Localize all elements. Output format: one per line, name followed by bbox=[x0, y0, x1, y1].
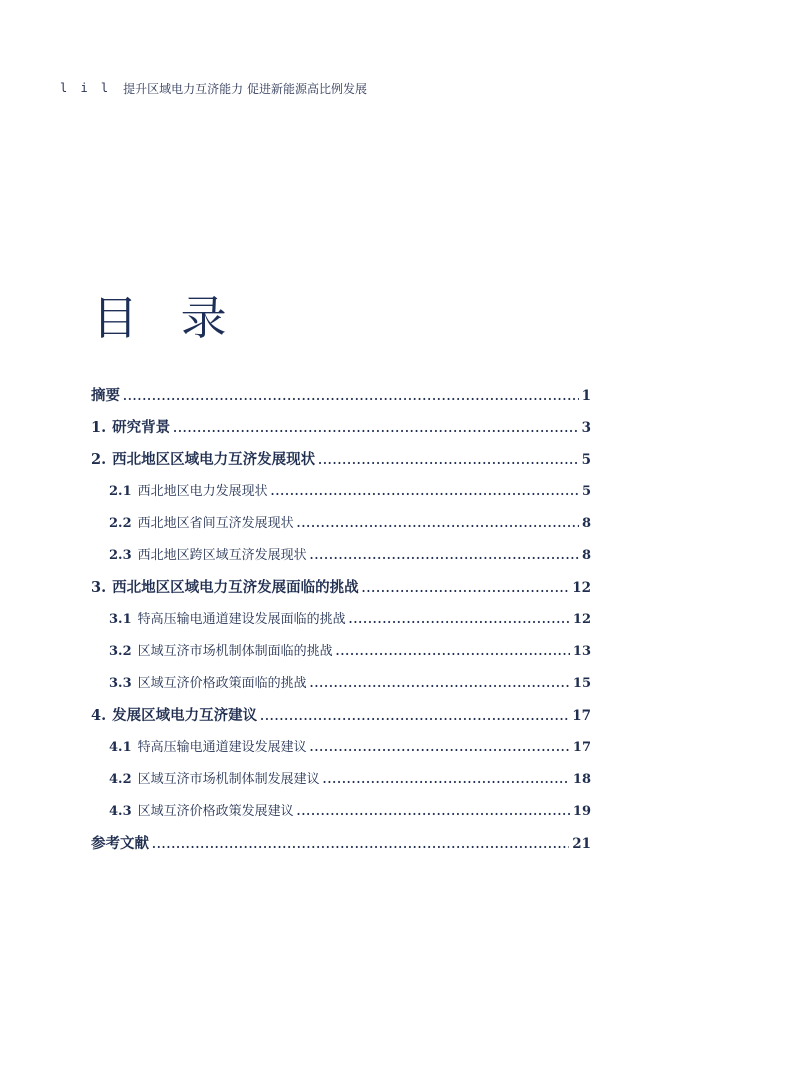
toc-entry-number: 3.1 bbox=[109, 612, 132, 627]
toc-dot-leader bbox=[297, 805, 570, 818]
toc-page-number: 3 bbox=[581, 420, 591, 436]
toc-dot-leader bbox=[260, 710, 569, 723]
toc-entry-number: 2.2 bbox=[109, 516, 132, 531]
toc-entry-label: 特高压输电通道建设发展建议 bbox=[137, 740, 307, 755]
toc-entry-number: 1. bbox=[91, 419, 107, 436]
toc-page-number: 18 bbox=[572, 772, 591, 787]
toc-entry-label: 西北地区省间互济发展现状 bbox=[137, 516, 294, 531]
table-of-contents bbox=[91, 384, 591, 864]
toc-dot-leader bbox=[152, 838, 569, 851]
toc-page-number: 1 bbox=[581, 388, 591, 404]
toc-page-number: 5 bbox=[581, 484, 591, 499]
toc-dot-leader bbox=[271, 485, 579, 498]
toc-page-number: 12 bbox=[572, 580, 591, 596]
toc-entry[interactable] bbox=[91, 704, 591, 736]
toc-page-number: 17 bbox=[572, 708, 591, 724]
toc-entry[interactable] bbox=[91, 672, 591, 704]
toc-entry[interactable] bbox=[91, 384, 591, 416]
toc-dot-leader bbox=[123, 390, 579, 403]
toc-entry[interactable] bbox=[91, 832, 591, 864]
toc-entry-label: 区域互济价格政策发展建议 bbox=[137, 804, 294, 819]
toc-entry-label: 参考文献 bbox=[91, 835, 149, 852]
toc-dot-leader bbox=[310, 677, 570, 690]
toc-entry-number: 2.1 bbox=[109, 484, 132, 499]
toc-dot-leader bbox=[318, 454, 578, 467]
toc-dot-leader bbox=[349, 613, 570, 626]
toc-dot-leader bbox=[336, 645, 570, 658]
toc-dot-leader bbox=[310, 741, 570, 754]
toc-entry-label: 西北地区电力发展现状 bbox=[137, 484, 268, 499]
toc-entry[interactable] bbox=[91, 640, 591, 672]
toc-entry-number: 3.2 bbox=[109, 644, 132, 659]
header-decoration-marks: l i l bbox=[60, 81, 112, 95]
page-title: 目 录 bbox=[92, 291, 241, 345]
toc-entry[interactable] bbox=[91, 736, 591, 768]
toc-entry[interactable] bbox=[91, 480, 591, 512]
toc-page-number: 5 bbox=[581, 452, 591, 468]
toc-entry-label: 区域互济市场机制体制发展建议 bbox=[137, 772, 320, 787]
toc-page-number: 8 bbox=[581, 516, 591, 531]
toc-entry[interactable] bbox=[91, 416, 591, 448]
toc-entry-label: 西北地区区域电力互济发展面临的挑战 bbox=[112, 579, 359, 596]
toc-entry-number: 4.3 bbox=[109, 804, 132, 819]
toc-entry-label: 特高压输电通道建设发展面临的挑战 bbox=[137, 612, 346, 627]
toc-page-number: 17 bbox=[572, 740, 591, 755]
toc-page-number: 13 bbox=[572, 644, 591, 659]
toc-entry-number: 3.3 bbox=[109, 676, 132, 691]
toc-page-number: 12 bbox=[572, 612, 591, 627]
toc-entry[interactable] bbox=[91, 768, 591, 800]
toc-page-number: 19 bbox=[572, 804, 591, 819]
toc-entry-label: 西北地区区域电力互济发展现状 bbox=[112, 451, 316, 468]
toc-dot-leader bbox=[323, 773, 570, 786]
toc-entry-number: 2.3 bbox=[109, 548, 132, 563]
toc-entry-number: 4.2 bbox=[109, 772, 132, 787]
toc-entry-label: 区域互济市场机制体制面临的挑战 bbox=[137, 644, 333, 659]
toc-entry-label: 西北地区跨区域互济发展现状 bbox=[137, 548, 307, 563]
toc-entry-number: 3. bbox=[91, 579, 107, 596]
toc-entry-label: 研究背景 bbox=[112, 419, 171, 436]
running-header bbox=[60, 80, 367, 96]
toc-entry-label: 摘要 bbox=[91, 387, 120, 404]
toc-page-number: 8 bbox=[581, 548, 591, 563]
toc-dot-leader bbox=[297, 517, 579, 530]
toc-entry-number: 2. bbox=[91, 451, 107, 468]
toc-page-number: 21 bbox=[572, 836, 591, 852]
toc-entry[interactable] bbox=[91, 800, 591, 832]
toc-entry[interactable] bbox=[91, 512, 591, 544]
toc-dot-leader bbox=[173, 422, 578, 435]
toc-entry-label: 区域互济价格政策面临的挑战 bbox=[137, 676, 307, 691]
toc-page-number: 15 bbox=[572, 676, 591, 691]
toc-entry[interactable] bbox=[91, 576, 591, 608]
header-title: 提升区域电力互济能力 促进新能源高比例发展 bbox=[123, 81, 367, 96]
toc-entry-label: 发展区域电力互济建议 bbox=[112, 707, 258, 724]
toc-dot-leader bbox=[362, 582, 570, 595]
toc-entry-number: 4.1 bbox=[109, 740, 132, 755]
toc-entry[interactable] bbox=[91, 608, 591, 640]
toc-dot-leader bbox=[310, 549, 579, 562]
toc-entry[interactable] bbox=[91, 448, 591, 480]
toc-entry-number: 4. bbox=[91, 707, 107, 724]
toc-entry[interactable] bbox=[91, 544, 591, 576]
